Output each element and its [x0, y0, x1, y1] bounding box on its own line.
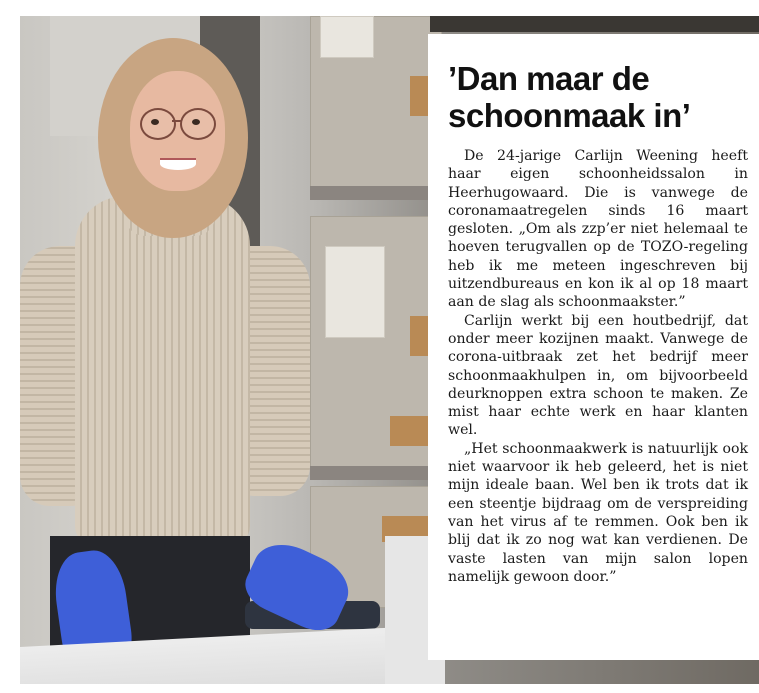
top-beam — [430, 16, 759, 32]
glasses-bridge — [172, 120, 182, 122]
headline: ’Dan maar de schoonmaak in’ — [448, 60, 691, 134]
posted-paper — [325, 246, 385, 338]
smile — [160, 158, 196, 170]
sweater — [75, 196, 250, 546]
paragraph: „Het schoonmaakwerk is natuurlijk ook niet waarvoor ik heb geleerd, het is niet mijn ideale baan. Wel ben ik trots dat ik een steentje bijdraag om de verspreiding van het virus af te remmen. Ook ben ik blij dat ik zo nog wat kan verdienen. De vaste lasten van mijn salon lopen namelijk gewoon door.” — [448, 440, 748, 585]
wood-beam — [410, 316, 430, 356]
right-eye — [192, 119, 200, 125]
wood-beam — [410, 76, 430, 116]
paragraph: Carlijn werkt bij een houtbedrijf, dat onder meer kozijnen maakt. Vanwege de corona-uitbraak zet het bedrijf meer schoonmaakhulpen in, om bijvoorbeeld deurknoppen extra schoon te maken. Ze mist haar echte werk en haar klanten wel. — [448, 312, 748, 439]
glasses-left-lens — [140, 108, 176, 140]
posted-paper — [320, 16, 374, 58]
paragraph: De 24-jarige Carlijn Weening heeft haar eigen schoonheidssalon in Heerhugowaard. Die is vanwege de coronamaatregelen sinds 16 maart gesloten. „Om als zzp’er niet helemaal te hoeven terugvallen op de TOZO-regeling heb ik me meteen ingeschreven bij uitzendbureaus en kon ik al op 18 maart aan de slag als schoonmaakster.” — [448, 148, 748, 311]
article-textbox — [428, 34, 759, 660]
left-eye — [151, 119, 159, 125]
article-body — [448, 147, 748, 586]
wood-beam — [390, 416, 430, 446]
